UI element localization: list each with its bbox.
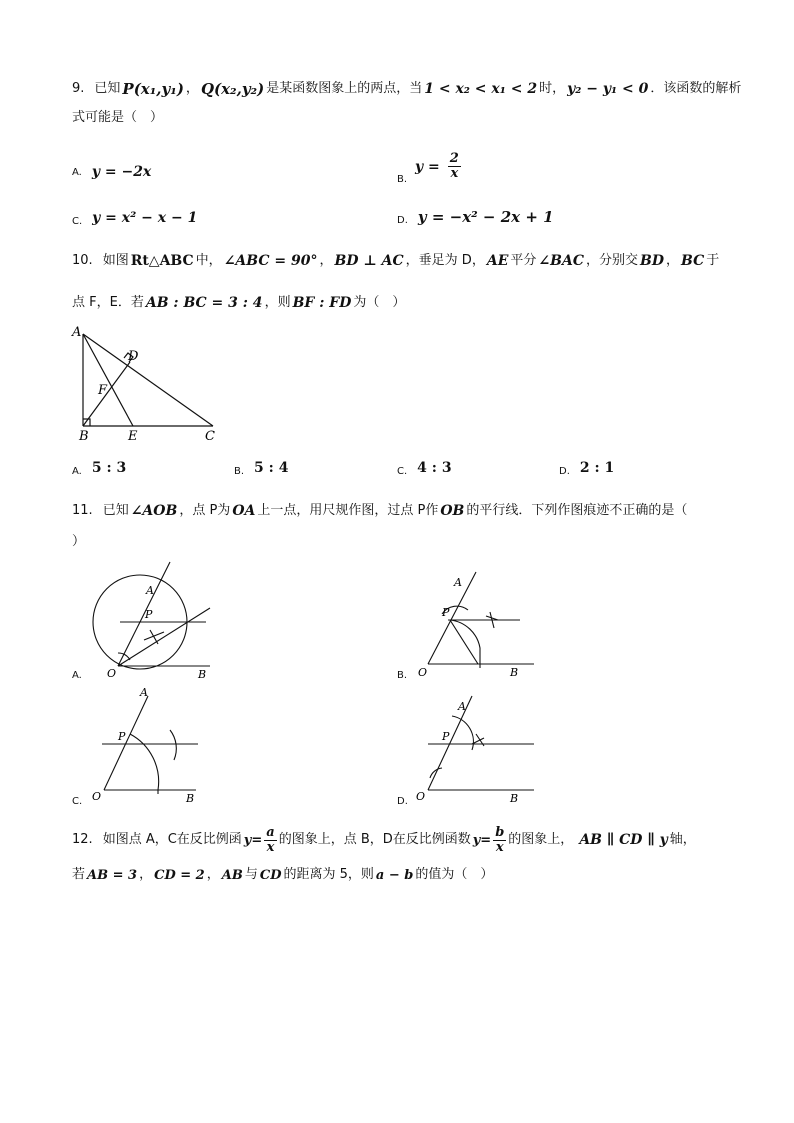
stem-text: ， [206, 867, 220, 882]
option-label: B. [397, 174, 408, 185]
label-c: C [205, 429, 215, 444]
segment-ab: AB [221, 867, 243, 883]
fraction-denominator: x [450, 166, 459, 181]
q12-stem-line2 [72, 864, 493, 886]
label-a: A [140, 686, 148, 699]
option-label: D. [397, 215, 408, 226]
ratio-condition: AB : BC = 3 : 4 [145, 295, 263, 311]
fraction-numerator: 2 [449, 151, 459, 166]
label-a: A [146, 584, 154, 597]
stem-text: 中， [195, 253, 222, 268]
label-e: E [128, 429, 138, 444]
option-c[interactable] [72, 208, 197, 227]
label-a: A [454, 576, 462, 589]
parallel-condition: AB ∥ CD ∥ y [579, 832, 668, 848]
q9-stem-line2: 式可能是（ ） [72, 110, 164, 125]
stem-text: 轴， [669, 832, 696, 847]
function-b-fraction [493, 826, 506, 855]
option-expression-lhs: y = [415, 158, 440, 175]
label-o: O [92, 790, 102, 803]
label-b: B [186, 792, 195, 805]
question-number: 11. [72, 503, 93, 518]
condition-inequality: 1 < x₂ < x₁ < 2 [424, 81, 538, 97]
stem-text: ， [319, 253, 333, 268]
option-expression: y = x² − x − 1 [92, 209, 198, 226]
stem-text: ， [665, 253, 679, 268]
stem-text: 的图象上， [508, 832, 574, 847]
label-b: B [510, 666, 519, 679]
segment-cd: CD [259, 867, 282, 883]
stem-text: 如图 [102, 253, 129, 268]
label-b: B [79, 429, 89, 444]
question-number: 9. [72, 81, 85, 96]
stem-text: ，垂足为 D， [405, 253, 485, 268]
stem-text: ，分别交 [585, 253, 638, 268]
q10-triangle-figure [66, 322, 226, 446]
angle-bac: ∠BAC [538, 253, 584, 269]
label-p: P [118, 730, 126, 743]
q10-stem-line1 [72, 250, 719, 272]
angle-condition: ∠ABC = 90° [223, 253, 318, 269]
triangle-name: Rt△ABC [130, 253, 194, 269]
label-d: D [128, 349, 139, 364]
label-a: A [72, 325, 82, 340]
option-label: A. [72, 166, 82, 178]
function-b-lhs: y= [472, 832, 492, 848]
q11-stem-line1 [72, 500, 687, 522]
option-a[interactable] [72, 164, 151, 180]
option-fraction [448, 152, 461, 181]
option-expression: 2 : 1 [579, 459, 615, 476]
option-expression: 5 : 3 [91, 459, 127, 476]
q12-stem-line1 [72, 818, 696, 862]
q11-figure-b [412, 564, 552, 680]
option-expression: 5 : 4 [254, 459, 289, 476]
q11-stem-line2: ） [72, 534, 86, 549]
question-number: 12. [72, 832, 93, 847]
option-c[interactable] [397, 458, 452, 477]
label-f: F [98, 383, 108, 398]
option-b[interactable]: B. [397, 670, 408, 681]
stem-text: 的值为（ ） [415, 867, 494, 882]
label-o: O [416, 790, 426, 803]
option-label: B. [234, 466, 245, 477]
stem-text: 的距离为 5，则 [283, 867, 374, 882]
stem-text: 点 F，E．若 [72, 295, 144, 310]
label-b: B [510, 792, 519, 805]
fraction-numerator: a [266, 824, 275, 840]
option-label: C. [397, 466, 408, 477]
stem-text: ，则 [264, 295, 291, 310]
stem-text: 平分 [510, 253, 537, 268]
length-cd: CD = 2 [154, 867, 205, 883]
q10-stem-line2 [72, 292, 405, 314]
segment-ae: AE [486, 253, 509, 269]
perpendicular-condition: BD ⊥ AC [334, 253, 404, 269]
function-a-fraction [264, 826, 276, 855]
stem-text: 若 [72, 867, 86, 882]
segment-bd: BD [639, 253, 664, 269]
asked-ratio: BF : FD [292, 295, 352, 311]
ray-oa: OA [232, 503, 256, 519]
option-expression: 4 : 3 [417, 459, 452, 476]
stem-text: ， [185, 81, 199, 96]
label-b: B [198, 668, 207, 681]
fraction-denominator: x [495, 839, 504, 855]
label-o: O [107, 667, 117, 680]
stem-text: 与 [244, 867, 258, 882]
label-o: O [418, 666, 428, 679]
question-number: 10. [72, 253, 93, 268]
stem-text: ．该函数的解析 [650, 81, 742, 96]
ray-ob: OB [440, 503, 465, 519]
option-b[interactable] [234, 458, 288, 477]
expression-a-minus-b: a − b [375, 867, 414, 883]
option-label: C. [72, 216, 83, 227]
option-label: D. [559, 466, 570, 477]
length-ab: AB = 3 [87, 867, 138, 883]
label-p: P [145, 608, 153, 621]
label-a: A [458, 700, 466, 713]
option-b[interactable] [397, 148, 461, 185]
option-d[interactable] [397, 207, 554, 226]
stem-text: 的平行线．下列作图痕迹不正确的是（ [466, 503, 688, 518]
point-q: Q(x₂,y₂) [200, 80, 265, 98]
option-expression: y = −x² − 2x + 1 [417, 207, 554, 226]
stem-text: 的图象上，点 B，D在反比例函数 [278, 832, 471, 847]
q9-stem-line1 [72, 74, 741, 104]
q11-figure-a [88, 560, 238, 682]
stem-text: 已知 [102, 503, 129, 518]
stem-text: ， [139, 867, 153, 882]
option-c[interactable]: C. [72, 796, 83, 807]
option-d[interactable]: D. [397, 796, 408, 807]
stem-text: 是某函数图象上的两点，当 [266, 81, 423, 96]
fraction-numerator: b [495, 824, 505, 840]
stem-text: 为（ ） [353, 295, 406, 310]
fraction-denominator: x [266, 839, 275, 855]
q11-figure-d [412, 690, 552, 806]
function-a-lhs: y= [243, 832, 263, 848]
label-p: P [442, 730, 450, 743]
point-p: P(x₁,y₁) [122, 80, 184, 98]
option-expression: y = −2x [91, 164, 152, 180]
stem-text: 时， [539, 81, 566, 96]
option-a[interactable]: A. [72, 670, 82, 681]
stem-text: 于 [706, 253, 720, 268]
stem-text: ，点 P为 [179, 503, 231, 518]
option-label: A. [72, 466, 82, 477]
stem-text: 已知 [94, 81, 121, 96]
stem-text: 上一点，用尺规作图，过点 P作 [257, 503, 439, 518]
condition-difference: y₂ − y₁ < 0 [567, 81, 649, 97]
option-d[interactable] [559, 458, 614, 477]
option-a[interactable] [72, 458, 126, 477]
stem-text: 如图点 A，C在反比例函 [102, 832, 242, 847]
segment-bc: BC [680, 253, 705, 269]
label-p: P [442, 606, 450, 619]
angle-aob: ∠AOB [130, 503, 178, 519]
q11-figure-c [88, 684, 218, 806]
